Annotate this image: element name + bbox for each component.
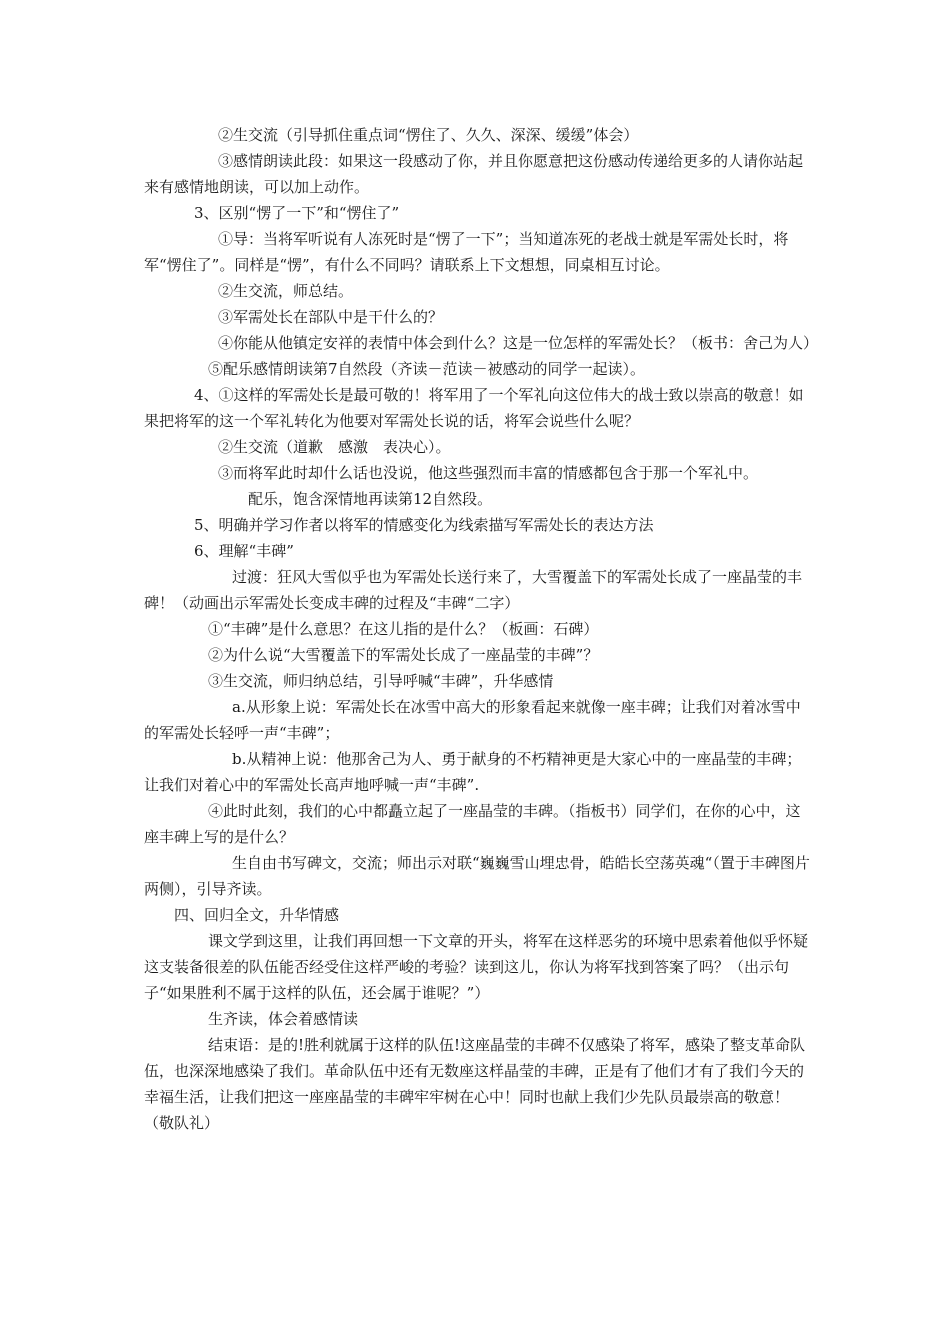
paragraph: ③军需处长在部队中是干什么的？ [218, 308, 444, 326]
paragraph: 5、明确并学习作者以将军的情感变化为线索描写军需处长的表达方法 [194, 516, 654, 534]
paragraph: ②生交流（道歉 感激 表决心）。 [218, 438, 451, 456]
paragraph: 配乐，饱含深情地再读第12自然段。 [248, 490, 493, 508]
paragraph: 结束语：是的!胜利就属于这样的队伍!这座晶莹的丰碑不仅感染了将军，感染了整支革命队伍，也深深地感染了我们。革命队伍中还有无数座这样晶莹的丰碑，正是有了他们才有了我们今天的幸福生活，让我们把这一座座晶莹的丰碑牢牢树在心中！同时也献上我们少先队员最崇高的敬意！（敬队礼） [144, 1036, 806, 1132]
document-body [144, 122, 819, 1136]
paragraph: 课文学到这里，让我们再回想一下文章的开头，将军在这样恶劣的环境中思索着他似乎怀疑这支装备很差的队伍能否经受住这样严峻的考验？读到这儿，你认为将军找到答案了吗？（出示句子“如果胜利不属于这样的队伍，还会属于谁呢？”） [144, 932, 809, 1002]
paragraph: ①“丰碑”是什么意思？在这儿指的是什么？（板画：石碑） [208, 620, 599, 638]
paragraph: ③生交流，师归纳总结，引导呼喊“丰碑”，升华感情 [208, 672, 554, 690]
paragraph: a.从形象上说：军需处长在冰雪中高大的形象看起来就像一座丰碑；让我们对着冰雪中的军需处长轻呼一声“丰碑”； [144, 698, 801, 742]
paragraph: 6、理解“丰碑” [194, 542, 294, 560]
paragraph: ④此时此刻，我们的心中都矗立起了一座晶莹的丰碑。（指板书）同学们，在你的心中，这座丰碑上写的是什么？ [144, 802, 801, 846]
paragraph: 3、区别“愣了一下”和“愣住了” [194, 204, 400, 222]
paragraph: ③而将军此时却什么话也没说，他这些强烈而丰富的情感都包含于那一个军礼中。 [218, 464, 759, 482]
paragraph: ②生交流（引导抓住重点词“愣住了、久久、深深、缓缓”体会） [218, 126, 639, 144]
paragraph: ②为什么说“大雪覆盖下的军需处长成了一座晶莹的丰碑”？ [208, 646, 599, 664]
paragraph: ①导：当将军听说有人冻死时是“愣了一下”；当知道冻死的老战士就是军需处长时，将军“愣住了”。同样是“愣”，有什么不同吗？请联系上下文想想，同桌相互讨论。 [144, 230, 789, 274]
paragraph: 生自由书写碑文，交流；师出示对联“巍巍雪山埋忠骨，皓皓长空荡英魂“（置于丰碑图片两侧），引导齐读。 [144, 854, 810, 898]
paragraph: 四、回归全文，升华情感 [174, 906, 340, 924]
paragraph: 过渡：狂风大雪似乎也为军需处长送行来了，大雪覆盖下的军需处长成了一座晶莹的丰碑！（动画出示军需处长变成丰碑的过程及“丰碑“二字） [144, 568, 803, 612]
paragraph: ②生交流，师总结。 [218, 282, 354, 300]
paragraph: 4、①这样的军需处长是最可敬的！将军用了一个军礼向这位伟大的战士致以崇高的敬意！如果把将军的这一个军礼转化为他要对军需处长说的话，将军会说些什么呢？ [144, 386, 804, 430]
paragraph: ⑤配乐感情朗读第7自然段（齐读－范读－被感动的同学一起读）。 [208, 360, 646, 378]
paragraph: b.从精神上说：他那舍己为人、勇于献身的不朽精神更是大家心中的一座晶莹的丰碑；让我们对着心中的军需处长高声地呼喊一声“丰碑”. [144, 750, 802, 794]
paragraph: ③感情朗读此段：如果这一段感动了你，并且你愿意把这份感动传递给更多的人请你站起来有感情地朗读，可以加上动作。 [144, 152, 804, 196]
paragraph: 生齐读，体会着感情读 [208, 1010, 359, 1028]
paragraph: ④你能从他镇定安祥的表情中体会到什么？这是一位怎样的军需处长？（板书：舍己为人） [218, 334, 819, 352]
